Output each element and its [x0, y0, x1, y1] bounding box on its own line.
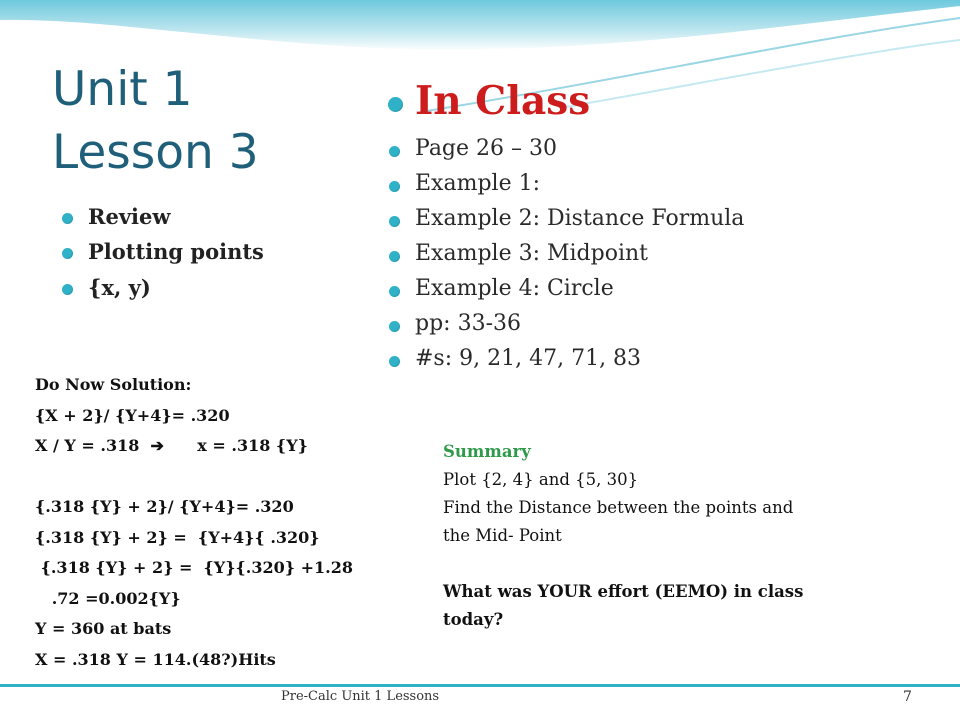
left-bullet-xy: {x, y) — [88, 275, 151, 300]
do-now-line: {.318 {Y} + 2} = {Y+4}{ .320} — [35, 527, 320, 547]
do-now-line: X = .318 Y = 114.(48?)Hits — [35, 649, 276, 669]
do-now-line: {.318 {Y} + 2} = {Y}{.320} +1.28 — [35, 558, 353, 577]
in-class-item: Example 1: — [415, 171, 540, 196]
in-class-item: Page 26 – 30 — [415, 136, 558, 161]
footer-divider — [0, 684, 960, 687]
bullet-icon — [389, 356, 400, 367]
bullet-icon — [389, 216, 400, 227]
bullet-icon — [389, 251, 400, 262]
in-class-item: #s: 9, 21, 47, 71, 83 — [415, 346, 642, 371]
summary-spacer — [443, 550, 903, 578]
do-now-line: {X + 2}/ {Y+4}= .320 — [35, 405, 230, 425]
bullet-icon — [389, 181, 400, 192]
do-now-line: X / Y = .318 ➔ x = .318 {Y} — [35, 436, 308, 455]
left-bullet-review: Review — [88, 204, 171, 229]
left-bullet-plotting: Plotting points — [88, 239, 264, 264]
bullet-icon — [62, 213, 73, 224]
do-now-line: .72 =0.002{Y} — [35, 588, 181, 608]
bullet-icon — [62, 284, 73, 295]
summary-block — [443, 438, 903, 634]
bullet-icon — [388, 97, 403, 112]
do-now-line: Y = 360 at bats — [35, 619, 172, 638]
summary-question: What was YOUR effort (EEMO) in class — [443, 582, 804, 601]
page-number: 7 — [903, 689, 912, 705]
summary-line: the Mid- Point — [443, 526, 562, 545]
in-class-item: Example 4: Circle — [415, 276, 614, 301]
bullet-icon — [389, 146, 400, 157]
summary-line: Plot {2, 4} and {5, 30} — [443, 470, 639, 489]
in-class-item: Example 2: Distance Formula — [415, 206, 745, 231]
do-now-solution — [35, 370, 353, 675]
do-now-heading: Do Now Solution: — [35, 375, 192, 394]
slide-title-line2: Lesson 3 — [52, 125, 259, 180]
do-now-line: {.318 {Y} + 2}/ {Y+4}= .320 — [35, 497, 294, 516]
in-class-item: Example 3: Midpoint — [415, 241, 648, 266]
bullet-icon — [62, 248, 73, 259]
in-class-item: pp: 33-36 — [415, 311, 521, 336]
summary-heading: Summary — [443, 442, 531, 461]
summary-question: today? — [443, 610, 504, 629]
summary-line: Find the Distance between the points and — [443, 498, 794, 517]
bullet-icon — [389, 286, 400, 297]
in-class-heading: In Class — [415, 78, 591, 124]
do-now-line — [35, 462, 353, 493]
slide-title-line1: Unit 1 — [52, 62, 193, 117]
bullet-icon — [389, 321, 400, 332]
footer-text: Pre-Calc Unit 1 Lessons — [281, 689, 440, 704]
slide-title — [52, 58, 259, 184]
